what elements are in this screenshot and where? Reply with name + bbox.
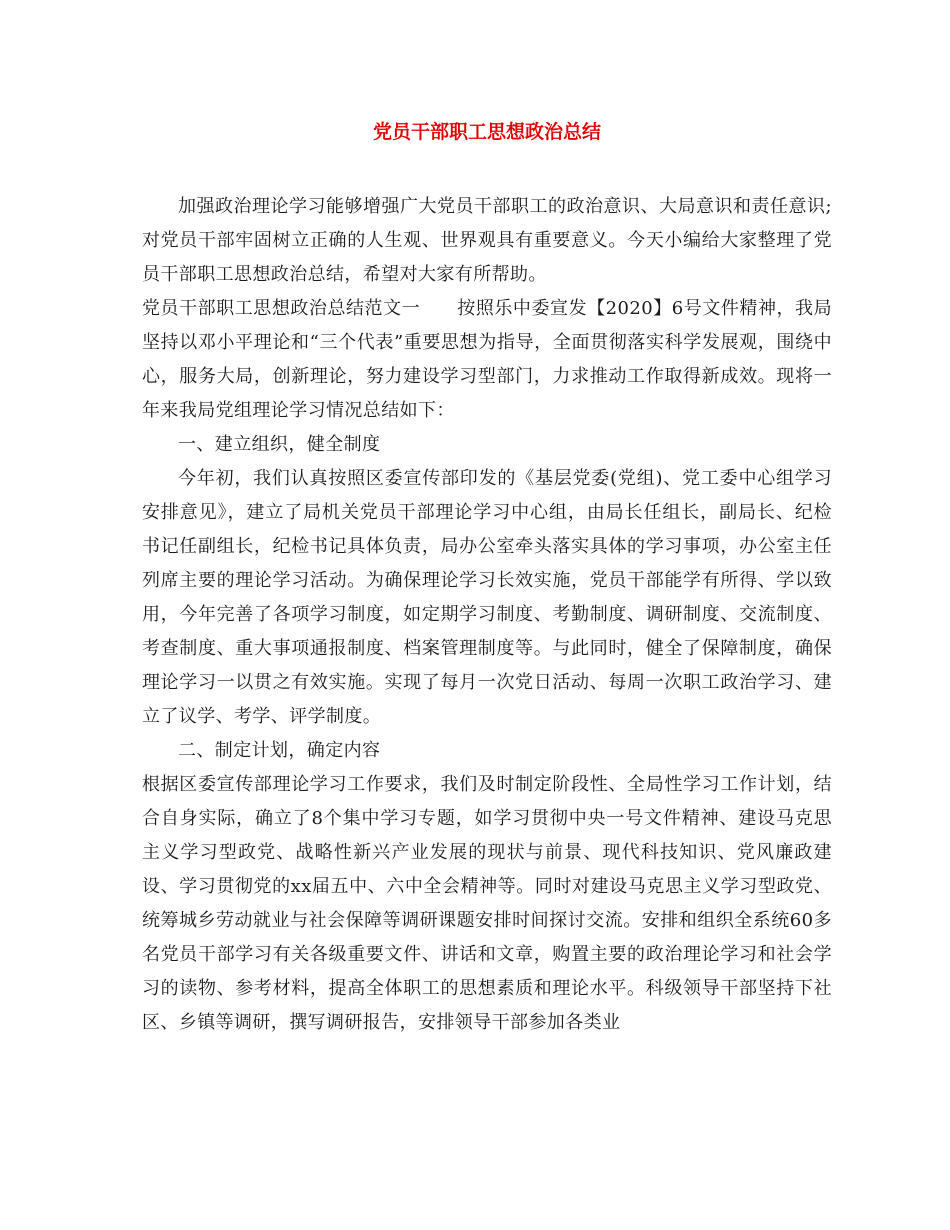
body-paragraph: 党员干部职工思想政治总结范文一 按照乐中委宣发【2020】6号文件精神，我局坚持以邓小平理论和“三个代表”重要思想为指导，全面贯彻落实科学发展观，围绕中心，服务大局，创新理论，努力建设学习型部门，力求推动工作取得新成效。现将一年来我局党组理论学习情况总结如下：: [142, 298, 832, 421]
body-paragraph: 今年初，我们认真按照区委宣传部印发的《基层党委(党组)、党工委中心组学习安排意见》，建立了局机关党员干部理论学习中心组，由局长任组长，副局长、纪检书记任副组长，纪检书记具体负责，局办公室牵头落实具体的学习事项，办公室主任列席主要的理论学习活动。为确保理论学习长效实施，党员干部能学有所得、学以致用，今年完善了各项学习制度，如定期学习制度、考勤制度、调研制度、交流制度、考查制度、重大事项通报制度、档案管理制度等。与此同时，健全了保障制度，确保理论学习一以贯之有效实施。实现了每月一次党日活动、每周一次职工政治学习、建立了议学、考学、评学制度。: [142, 468, 832, 727]
body-paragraph: 加强政治理论学习能够增强广大党员干部职工的政治意识、大局意识和责任意识;对党员干部牢固树立正确的人生观、世界观具有重要意义。今天小编给大家整理了党员干部职工思想政治总结，希望对大家有所帮助。: [142, 196, 832, 285]
document-body: [142, 190, 832, 1040]
body-paragraph: 根据区委宣传部理论学习工作要求，我们及时制定阶段性、全局性学习工作计划，结合自身实际，确立了8个集中学习专题，如学习贯彻中央一号文件精神、建设马克思主义学习型政党、战略性新兴产业发展的现状与前景、现代科技知识、党风廉政建设、学习贯彻党的xx届五中、六中全会精神等。同时对建设马克思主义学习型政党、统筹城乡劳动就业与社会保障等调研课题安排时间探讨交流。安排和组织全系统60多名党员干部学习有关各级重要文件、讲话和文章，购置主要的政治理论学习和社会学习的读物、参考材料，提高全体职工的思想素质和理论水平。科级领导干部坚持下社区、乡镇等调研，撰写调研报告，安排领导干部参加各类业: [142, 774, 832, 1033]
body-paragraph: 一、建立组织，健全制度: [178, 434, 381, 455]
body-paragraph: 二、制定计划，确定内容: [178, 740, 381, 761]
document-title: 党员干部职工思想政治总结: [372, 121, 601, 143]
document-page: [142, 118, 832, 1040]
